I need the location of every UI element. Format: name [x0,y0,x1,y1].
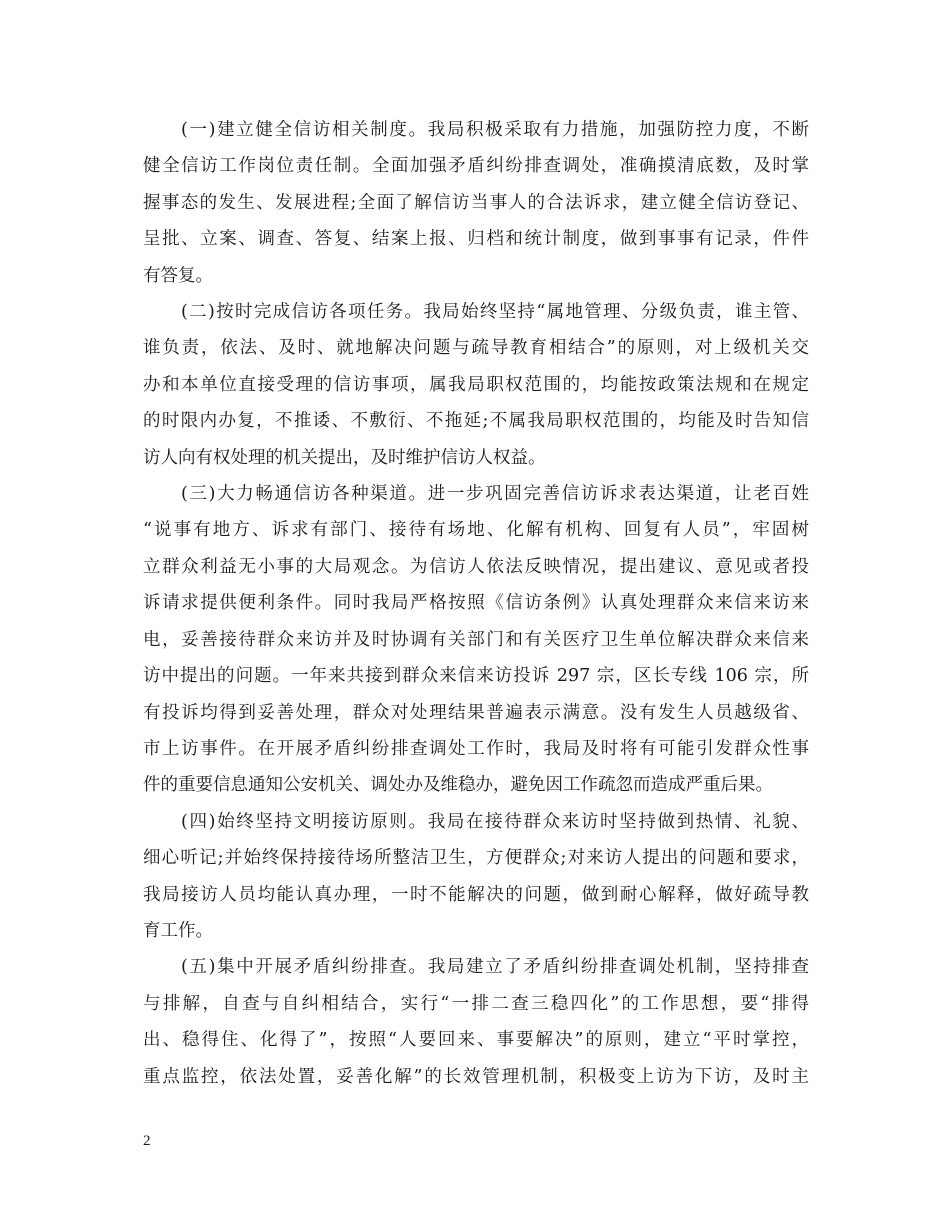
text-line: 访人向有权处理的机关提出，及时维护信访人权益。 [143,447,546,468]
text-line: 我局接访人员均能认真办理，一时不能解决的问题，做到耐心解释，做好疏导教 [143,884,809,905]
text-line: (五)集中开展矛盾纠纷排查。我局建立了矛盾纠纷排查调处机制，坚持排查 [181,957,809,978]
text-line: 健全信访工作岗位责任制。全面加强矛盾纠纷排查调处，准确摸清底数，及时掌 [143,156,809,177]
text-line: 与排解，自查与自纠相结合，实行“一排二查三稳四化”的工作思想，要“排得 [143,993,809,1014]
text-line: 诉请求提供便利条件。同时我局严格按照《信访条例》认真处理群众来信来访来 [143,593,809,614]
paragraph-p3 [143,476,809,804]
text-line: 件的重要信息通知公安机关、调处办及维稳办，避免因工作疏忽而造成严重后果。 [143,775,773,796]
document-body [143,112,809,1095]
text-line: (三)大力畅通信访各种渠道。进一步巩固完善信访诉求表达渠道，让老百姓 [181,484,809,505]
text-line: 办和本单位直接受理的信访事项，属我局职权范围的，均能按政策法规和在规定 [143,374,809,395]
text-line: 电，妥善接待群众来访并及时协调有关部门和有关医疗卫生单位解决群众来信来 [143,629,809,650]
text-line: 细心听记;并始终保持接待场所整洁卫生，方便群众;对来访人提出的问题和要求， [143,848,809,869]
text-line: (一)建立健全信访相关制度。我局积极采取有力措施，加强防控力度，不断 [181,120,809,140]
text-line: 有答复。 [143,265,213,286]
text-line: 重点监控，依法处置，妥善化解”的长效管理机制，积极变上访为下访，及时主 [143,1066,809,1087]
paragraph-p2 [143,294,809,476]
text-line: 访中提出的问题。一年来共接到群众来信来访投诉 297 宗，区长专线 106 宗，所 [143,666,809,687]
text-line: 握事态的发生、发展进程;全面了解信访当事人的合法诉求，建立健全信访登记、 [143,192,809,213]
text-line: 呈批、立案、调查、答复、结案上报、归档和统计制度，做到事事有记录，件件 [143,229,809,250]
text-line: (二)按时完成信访各项任务。我局始终坚持“属地管理、分级负责，谁主管、 [181,302,809,323]
text-line: 谁负责，依法、及时、就地解决问题与疏导教育相结合”的原则，对上级机关交 [143,338,809,359]
text-line: 立群众利益无小事的大局观念。为信访人依法反映情况，提出建议、意见或者投 [143,556,809,577]
text-line: 育工作。 [143,920,213,941]
text-line: 有投诉均得到妥善处理，群众对处理结果普遍表示满意。没有发生人员越级省、 [143,702,809,723]
paragraph-p4 [143,804,809,950]
paragraph-p5 [143,949,809,1095]
text-line: 出、稳得住、化得了”，按照“人要回来、事要解决”的原则，建立“平时掌控， [143,1030,809,1051]
text-line: 的时限内办复，不推诿、不敷衍、不拖延;不属我局职权范围的，均能及时告知信 [143,411,809,432]
text-line: (四)始终坚持文明接访原则。我局在接待群众来访时坚持做到热情、礼貌、 [181,811,809,832]
page-number: 2 [143,1133,151,1149]
paragraph-p1 [143,112,809,294]
text-line: 市上访事件。在开展矛盾纠纷排查调处工作时，我局及时将有可能引发群众性事 [143,738,809,759]
text-line: “说事有地方、诉求有部门、接待有场地、化解有机构、回复有人员”，牢固树 [143,520,809,541]
